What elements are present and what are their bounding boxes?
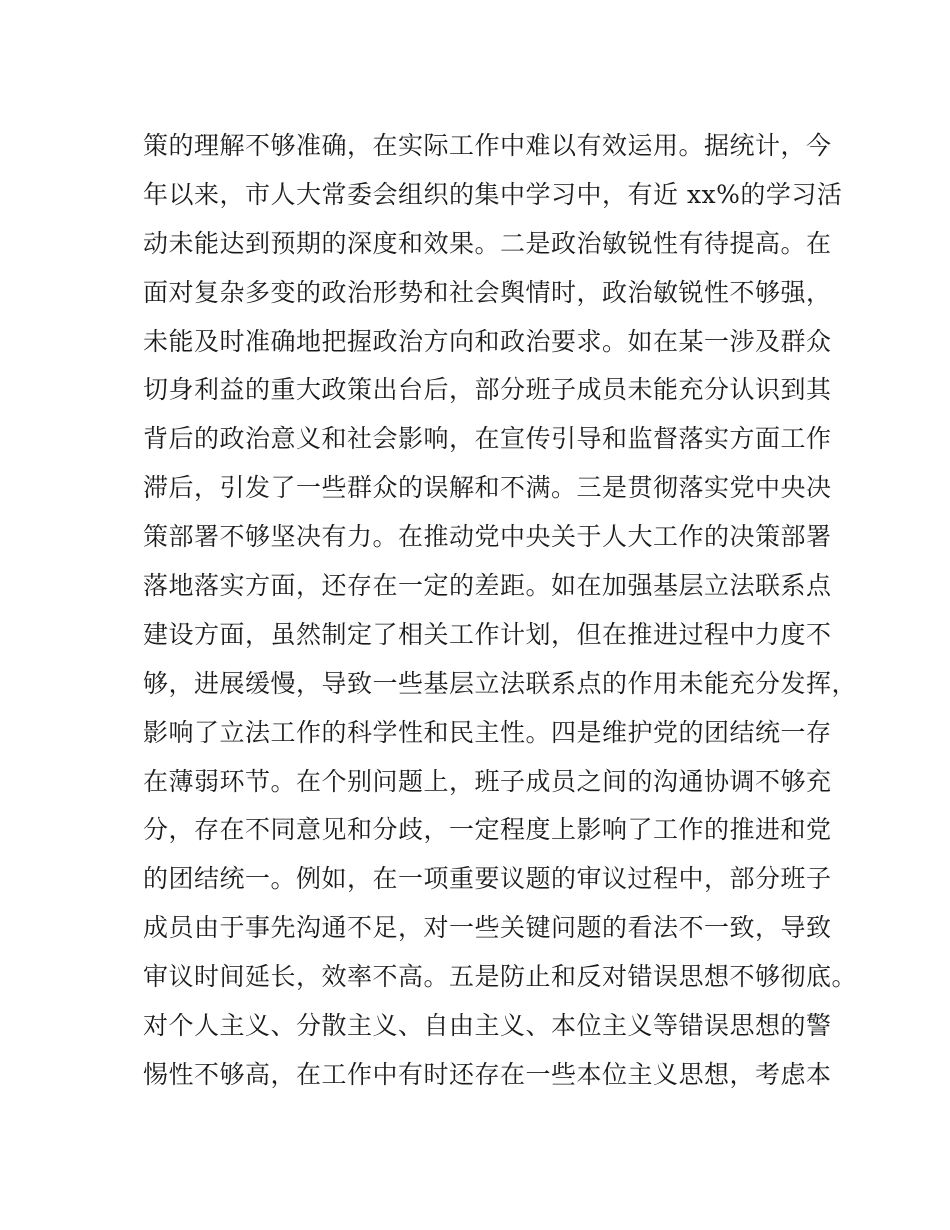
text-line: 在薄弱环节。在个别问题上，班子成员之间的沟通协调不够充 <box>143 766 832 796</box>
text-line: 影响了立法工作的科学性和民主性。四是维护党的团结统一存 <box>143 717 832 747</box>
text-line: 审议时间延长，效率不高。五是防止和反对错误思想不够彻底。 <box>143 962 858 992</box>
text-line: 建设方面，虽然制定了相关工作计划，但在推进过程中力度不 <box>143 619 832 649</box>
text-line: 分，存在不同意见和分歧，一定程度上影响了工作的推进和党 <box>143 815 832 845</box>
text-line: 切身利益的重大政策出台后，部分班子成员未能充分认识到其 <box>143 375 832 405</box>
text-line: 年以来，市人大常委会组织的集中学习中，有近 xx%的学习活 <box>143 179 843 209</box>
text-line: 够，进展缓慢，导致一些基层立法联系点的作用未能充分发挥， <box>143 668 858 698</box>
text-line: 未能及时准确地把握政治方向和政治要求。如在某一涉及群众 <box>143 326 832 356</box>
text-line: 动未能达到预期的深度和效果。二是政治敏锐性有待提高。在 <box>143 228 832 258</box>
body-text <box>143 122 858 1100</box>
text-line: 的团结统一。例如，在一项重要议题的审议过程中，部分班子 <box>143 864 832 894</box>
text-line: 对个人主义、分散主义、自由主义、本位主义等错误思想的警 <box>143 1011 832 1041</box>
text-line: 策部署不够坚决有力。在推动党中央关于人大工作的决策部署 <box>143 522 832 552</box>
text-line: 面对复杂多变的政治形势和社会舆情时，政治敏锐性不够强， <box>143 277 832 307</box>
text-line: 成员由于事先沟通不足，对一些关键问题的看法不一致，导致 <box>143 913 832 943</box>
text-line: 背后的政治意义和社会影响，在宣传引导和监督落实方面工作 <box>143 424 832 454</box>
text-line: 策的理解不够准确，在实际工作中难以有效运用。据统计，今 <box>143 131 832 160</box>
text-line: 惕性不够高，在工作中有时还存在一些本位主义思想，考虑本 <box>143 1059 832 1089</box>
text-line: 落地落实方面，还存在一定的差距。如在加强基层立法联系点 <box>143 571 832 601</box>
text-line: 滞后，引发了一些群众的误解和不满。三是贯彻落实党中央决 <box>143 473 832 503</box>
